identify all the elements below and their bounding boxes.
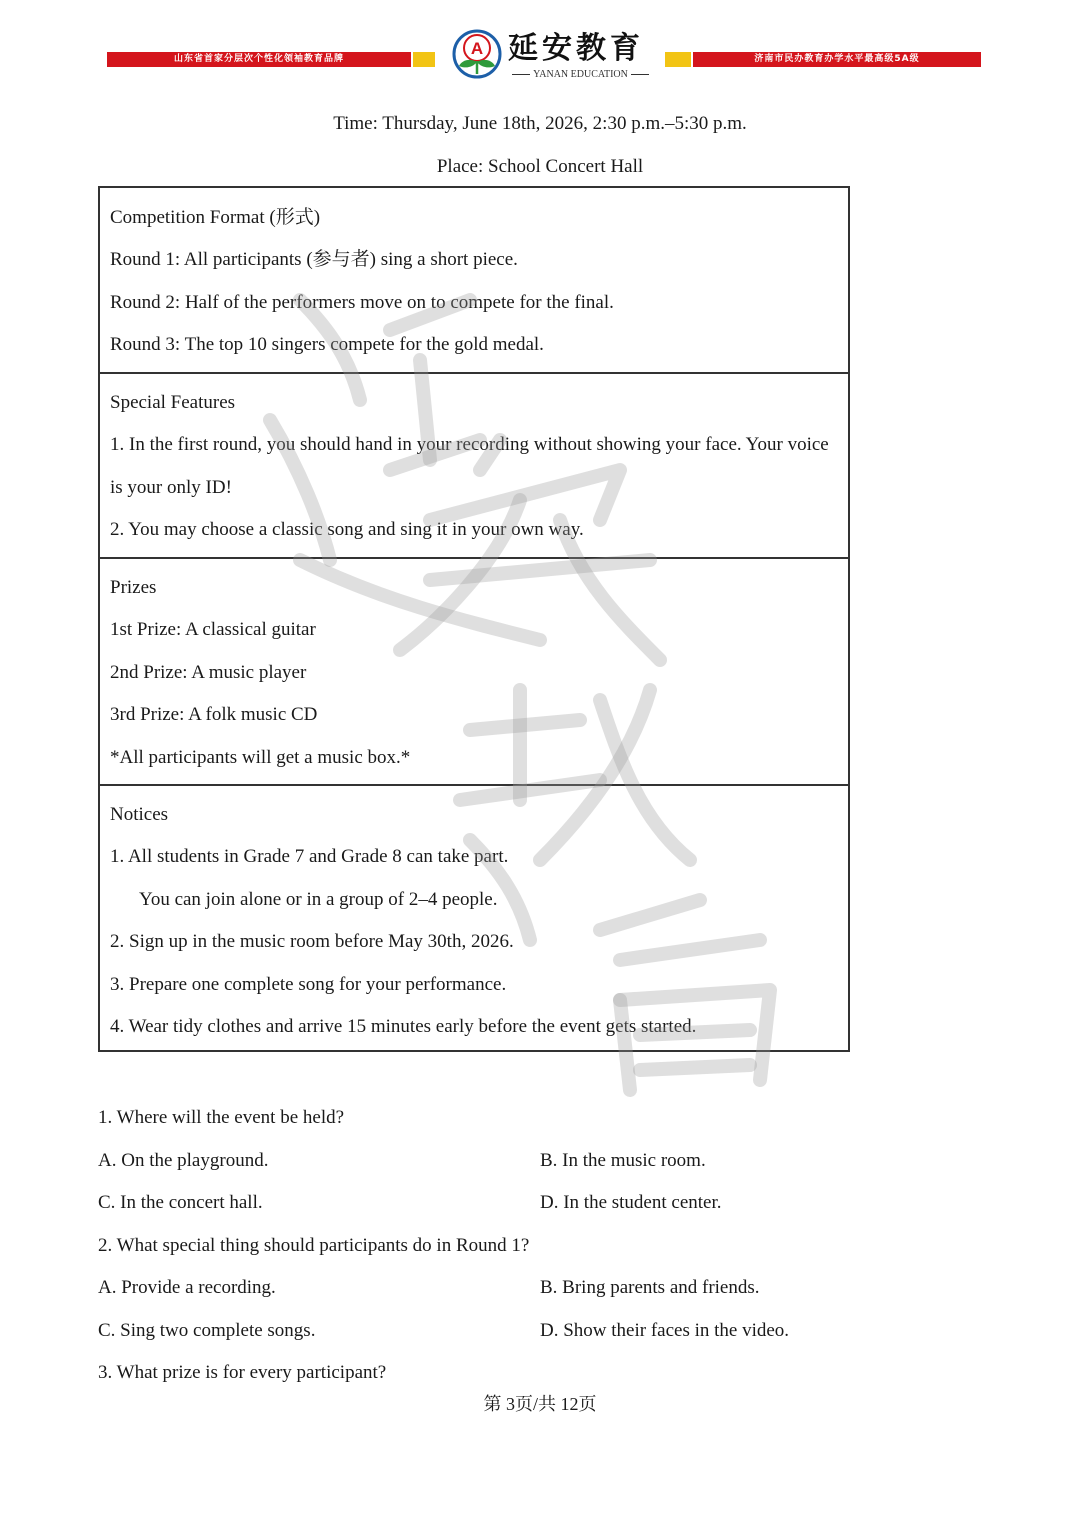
competition-format-section: [100, 188, 848, 374]
feature-line: 1. In the first round, you should hand in your recording without showing your face. Your voice: [110, 434, 829, 455]
prize-line: 1st Prize: A classical guitar: [110, 619, 316, 640]
section-title: Notices: [110, 804, 169, 825]
question-stem: 1. Where will the event be held?: [98, 1107, 345, 1128]
answer-option: A. On the playground.: [98, 1150, 269, 1171]
format-line: Round 3: The top 10 singers compete for the gold medal.: [110, 334, 544, 355]
format-line: Round 1: All participants (参与者) sing a short piece.: [110, 249, 518, 270]
notice-line: 4. Wear tidy clothes and arrive 15 minutes early before the event gets started.: [110, 1016, 697, 1037]
question-stem: 3. What prize is for every participant?: [98, 1362, 387, 1383]
special-features-section: [100, 374, 848, 559]
answer-option: D. Show their faces in the video.: [540, 1320, 790, 1341]
brand-english: YANAN EDUCATION: [508, 69, 653, 80]
section-title: Prizes: [110, 577, 157, 598]
answer-option: C. In the concert hall.: [98, 1192, 263, 1213]
brand-name: 延安教育: [508, 31, 644, 66]
brand-logotype: [508, 32, 658, 82]
page-number: 第 3页/共 12页: [483, 1394, 597, 1414]
notice-line: 1. All students in Grade 7 and Grade 8 can take part.: [110, 846, 509, 867]
prize-line: 2nd Prize: A music player: [110, 662, 307, 683]
logo-letter: A: [470, 39, 484, 58]
prize-line: 3rd Prize: A folk music CD: [110, 704, 318, 725]
feature-line: is your only ID!: [110, 477, 232, 498]
notice-line: You can join alone or in a group of 2–4 people.: [139, 889, 498, 910]
notices-section: [100, 786, 848, 1050]
question-stem: 2. What special thing should participants do in Round 1?: [98, 1235, 530, 1256]
answer-option: B. In the music room.: [540, 1150, 706, 1171]
notice-line: 2. Sign up in the music room before May 30th, 2026.: [110, 931, 514, 952]
feature-line: 2. You may choose a classic song and sing it in your own way.: [110, 519, 584, 540]
prize-line: *All participants will get a music box.*: [110, 747, 411, 768]
event-place: Place: School Concert Hall: [436, 156, 644, 177]
left-banner: 山东省首家分层次个性化领袖教育品牌: [107, 52, 411, 67]
event-time: Time: Thursday, June 18th, 2026, 2:30 p.m.–5:30 p.m.: [333, 113, 747, 134]
section-title: Competition Format (形式): [110, 207, 321, 228]
format-line: Round 2: Half of the performers move on to compete for the final.: [110, 292, 614, 313]
event-info-table: [98, 186, 850, 1052]
right-banner-accent: [665, 52, 691, 67]
prizes-section: [100, 559, 848, 786]
right-banner: 济南市民办教育办学水平最高级5A级: [693, 52, 981, 67]
answer-option: C. Sing two complete songs.: [98, 1320, 316, 1341]
left-banner-accent: [413, 52, 435, 67]
page-header: [0, 28, 1080, 90]
answer-option: B. Bring parents and friends.: [540, 1277, 760, 1298]
sprout-logo-icon: [450, 28, 504, 82]
notice-line: 3. Prepare one complete song for your performance.: [110, 974, 507, 995]
section-title: Special Features: [110, 392, 236, 413]
answer-option: A. Provide a recording.: [98, 1277, 276, 1298]
answer-option: D. In the student center.: [540, 1192, 722, 1213]
